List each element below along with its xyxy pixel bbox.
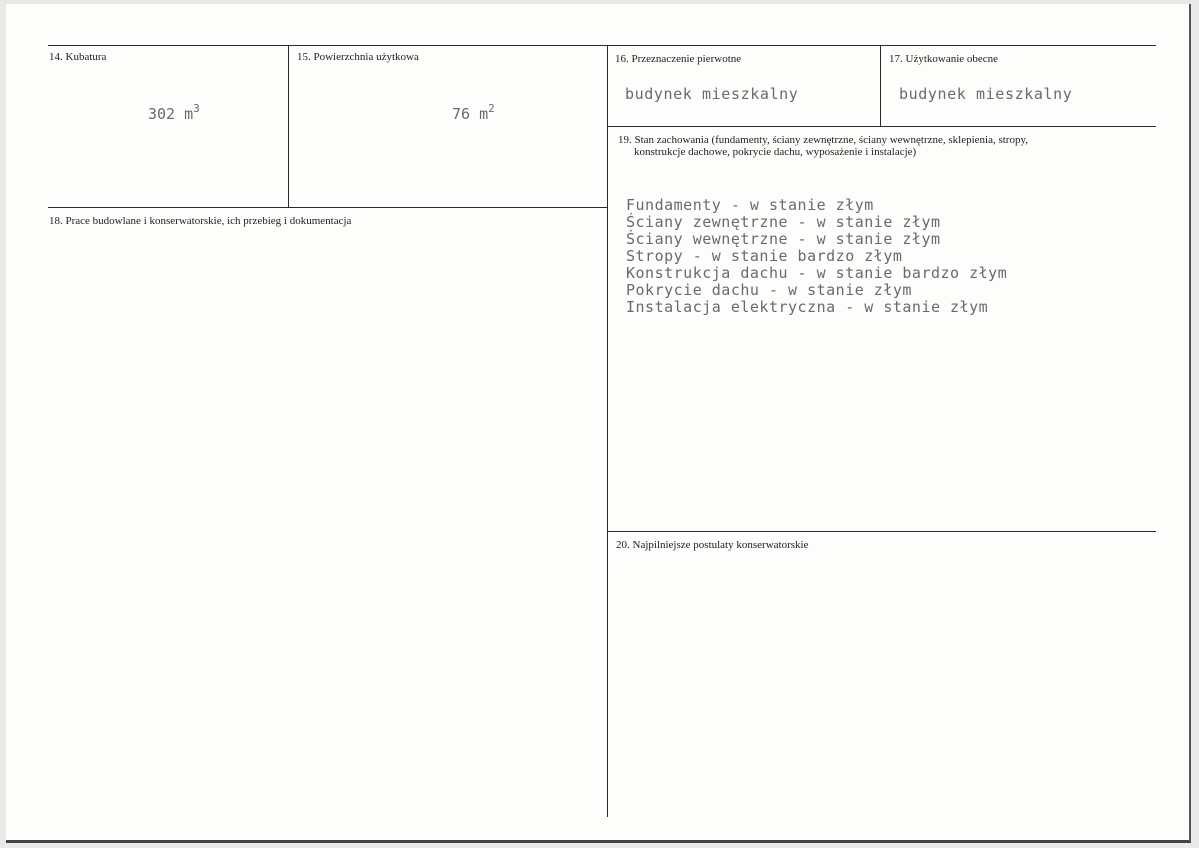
field-14-unit-exp: 3 [193, 102, 200, 115]
divider-center [607, 45, 608, 817]
divider-14-15 [288, 45, 289, 208]
field-19-label-line1: 19. Stan zachowania (fundamenty, ściany zewnętrzne, ściany wewnętrzne, sklepienia, stropy, [618, 134, 1029, 146]
field-15-unit-exp: 2 [488, 102, 495, 115]
field-17-value: budynek mieszkalny [899, 85, 1073, 103]
field-16-label: 16. Przeznaczenie pierwotne [615, 53, 742, 65]
field-15-value-text: 76 m [452, 105, 489, 123]
record-card [6, 4, 1191, 843]
field-14-label: 14. Kubatura [49, 51, 107, 63]
condition-line: Fundamenty - w stanie złym [626, 196, 874, 214]
rule-top [48, 45, 1156, 46]
condition-line: Instalacja elektryczna - w stanie złym [626, 298, 989, 316]
condition-line: Ściany wewnętrzne - w stanie złym [626, 230, 941, 248]
condition-line: Ściany zewnętrzne - w stanie złym [626, 213, 941, 231]
field-15-label: 15. Powierzchnia użytkowa [297, 51, 419, 63]
field-20-label: 20. Najpilniejsze postulaty konserwatorskie [616, 539, 809, 551]
field-17-label: 17. Użytkowanie obecne [889, 53, 999, 65]
field-15-value [452, 102, 495, 123]
field-16-value: budynek mieszkalny [625, 85, 799, 103]
field-14-value [148, 102, 200, 123]
condition-line: Stropy - w stanie bardzo złym [626, 247, 903, 265]
divider-16-17 [880, 45, 881, 127]
condition-line: Pokrycie dachu - w stanie złym [626, 281, 912, 299]
field-18-label: 18. Prace budowlane i konserwatorskie, ich przebieg i dokumentacja [49, 215, 352, 227]
condition-line: Konstrukcja dachu - w stanie bardzo złym [626, 264, 1008, 282]
rule-left-mid [48, 207, 608, 208]
rule-right-1 [607, 126, 1156, 127]
rule-right-2 [607, 531, 1156, 532]
field-19-condition-list [626, 197, 1007, 316]
field-19-label-line2: konstrukcje dachowe, pokrycie dachu, wyposażenie i instalacje) [634, 146, 917, 158]
field-14-value-text: 302 m [148, 105, 194, 123]
